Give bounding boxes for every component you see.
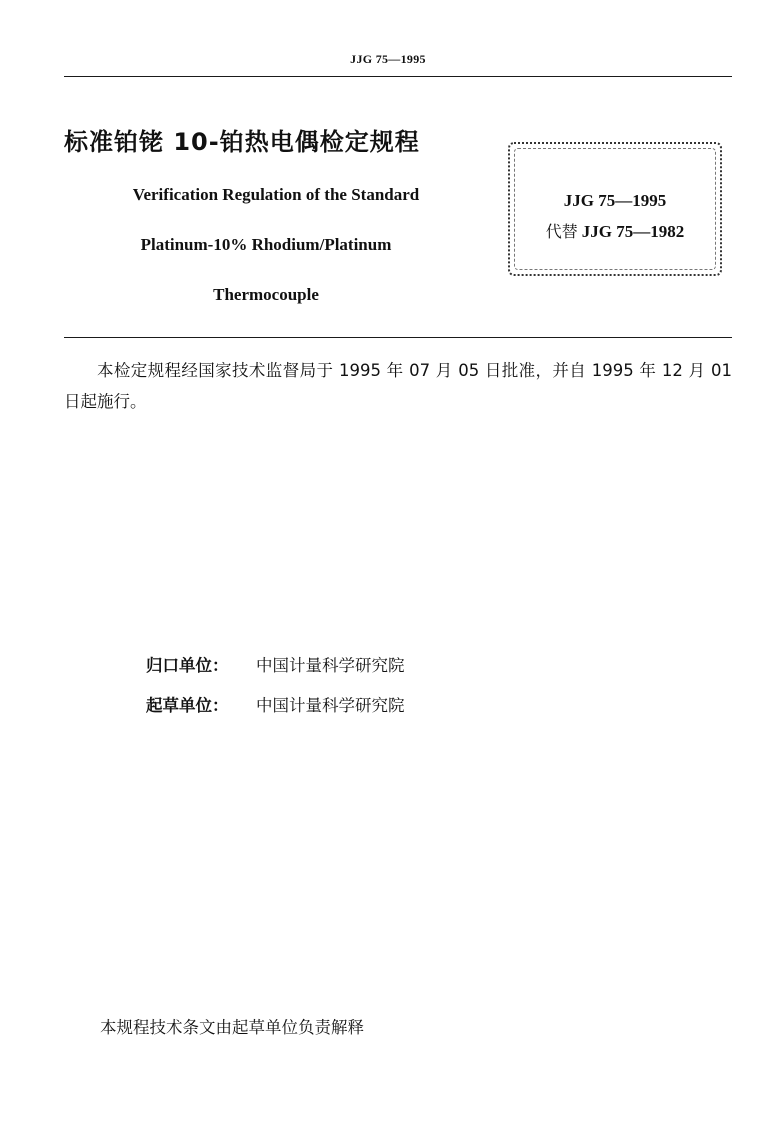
drafting-unit-label: 起草单位： bbox=[146, 696, 229, 715]
interpretation-note: 本规程技术条文由起草单位负责解释 bbox=[100, 1018, 364, 1037]
approval-paragraph: 本检定规程经国家技术监督局于 1995 年 07 月 05 日批准，并自 1995 年 12 月 01 日起施行。 bbox=[64, 361, 732, 411]
header-standard-code: JJG 75—1995 bbox=[350, 52, 426, 66]
drafting-unit-value: 中国计量科学研究院 bbox=[256, 696, 405, 715]
responsible-unit-label: 归口单位： bbox=[146, 656, 229, 675]
standard-code-box bbox=[508, 142, 722, 276]
responsible-unit-value: 中国计量科学研究院 bbox=[256, 656, 405, 675]
current-code: JJG 75—1995 bbox=[563, 191, 667, 210]
responsible-unit-row bbox=[146, 652, 405, 676]
title-english-line-3: Thermocouple bbox=[213, 285, 319, 304]
replaces-label: 代替 bbox=[545, 222, 578, 241]
top-divider bbox=[64, 76, 732, 77]
title-english-line-1: Verification Regulation of the Standard bbox=[132, 185, 420, 204]
replaced-code: JJG 75—1982 bbox=[581, 222, 685, 241]
title-chinese: 标准铂铑 10-铂热电偶检定规程 bbox=[64, 128, 420, 156]
title-english-line-2: Platinum-10% Rhodium/Platinum bbox=[140, 235, 392, 254]
drafting-unit-row bbox=[146, 692, 405, 716]
replaces-line bbox=[510, 219, 720, 242]
middle-divider bbox=[64, 337, 732, 338]
